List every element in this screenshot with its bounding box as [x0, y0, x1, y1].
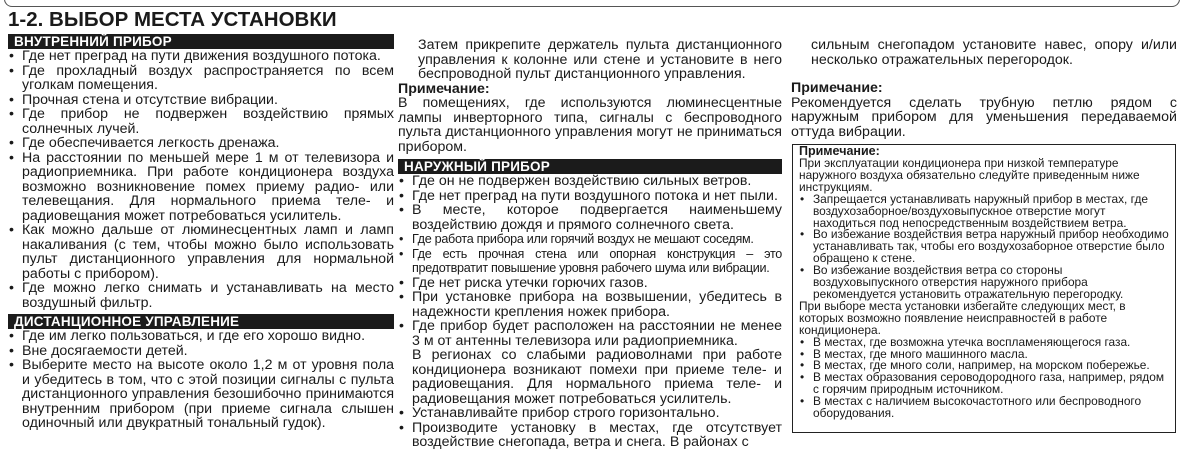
box-note-intro: При эксплуатации кондиционера при низкой температуре наружного воздуха обязательно следуйте приведенным ниже инструкциям. [799, 156, 1140, 194]
list-item-text: Где прибор будет расположен на расстоянии не менее 3 м от антенны телевизора или радиоприемника. [412, 318, 782, 349]
middle-column [398, 38, 782, 450]
section-heading-indoor: ВНУТРЕННИЙ ПРИБОР [8, 34, 394, 49]
list-item: • При установке прибора на возвышении, убедитесь в надежности крепления ножек прибора. [398, 290, 782, 319]
box-avoid-list [799, 334, 1169, 421]
right-column [791, 38, 1177, 139]
list-item: • Устанавливайте прибор строго горизонтально. [398, 406, 782, 421]
list-item: • Выберите место на высоте около 1,2 м от уровня пола и убедитесь в том, что с этой позиции сигналы с пульта дистанционного управления безошибочно принимаются внутренним прибором (при приеме сигнала слышен одиночный или двукратный тональный гудок). [8, 358, 394, 431]
remote-note-heading: Примечание: [398, 80, 490, 97]
list-item: • Где можно легко снимать и устанавливать на место воздушный фильтр. [8, 281, 394, 310]
list-item-extra-text: В регионах со слабыми радиоволнами при работе кондиционера возникают помехи при приеме теле- и радиовещания. Для нормального приема теле- и радиовещания может потребоваться усилитель. [412, 347, 782, 407]
remote-list [8, 329, 394, 431]
page-title: 1-2. ВЫБОР МЕСТА УСТАНОВКИ [8, 8, 337, 31]
list-item: • Где работа прибора или горячий воздух не мешают соседям. [398, 232, 782, 247]
list-item: • В местах с наличием высокочастотного или беспроводного оборудования. [799, 396, 1169, 420]
list-item: • Прочная стена и отсутствие вибрации. [8, 93, 394, 108]
list-item: • Где им легко пользоваться, и где его хорошо видно. [8, 329, 394, 344]
list-item: • Где нет преград на пути воздушного потока и нет пыли. [398, 189, 782, 204]
list-item: • Где нет преград на пути движения воздушного потока. [8, 49, 394, 64]
right-note-heading: Примечание: [791, 80, 883, 96]
section-heading-remote: ДИСТАНЦИОННОЕ УПРАВЛЕНИЕ [8, 314, 394, 329]
top-frame-rule [4, 0, 1180, 7]
list-item: • Во избежание воздействия ветра со стороны воздуховыпускного отверстия наружного прибора рекомендуется установить отражательную перегородку. [799, 265, 1169, 301]
list-item: • В местах, где много машинного масла. [799, 349, 1169, 361]
list-item: • Где прибор не подвержен воздействию прямых солнечных лучей. [8, 107, 394, 136]
box-rules-list [799, 191, 1169, 301]
list-item: • Запрещается устанавливать наружный прибор в местах, где воздухозаборное/воздуховыпускное отверстие могут находиться под непосредственным воздействием ветра. [799, 194, 1169, 230]
list-item: • Где обеспечивается легкость дренажа. [8, 136, 394, 151]
remote-continuation-text: Затем прикрепите держатель пульта дистанционного управления к колонне или стене и установите в него беспроводной пульт дистанционного управления. [418, 37, 782, 82]
outdoor-continuation-text: сильным снегопадом установите навес, опору и/или несколько отражательных перегородок. [811, 37, 1177, 68]
indoor-list [8, 49, 394, 310]
list-item: • Во избежание воздействия ветра наружный прибор необходимо устанавливать так, чтобы его воздухозаборное отверстие было обращено к стене. [799, 229, 1169, 265]
list-item: • Где он не подвержен воздействию сильных ветров. [398, 174, 782, 189]
list-item: • Вне досягаемости детей. [8, 344, 394, 359]
list-item: • Где есть прочная стена или опорная конструкция – это предотвратит повышение уровня рабочего шума или вибрации. [398, 247, 782, 276]
box-note-heading: Примечание: [799, 144, 880, 158]
outdoor-list [398, 174, 782, 450]
list-item: • Где нет риска утечки горючих газов. [398, 276, 782, 291]
list-item: • Как можно дальше от люминесцентных ламп и ламп накаливания (с тем, чтобы можно было использовать пульт дистанционного управления для нормальной работы с прибором). [8, 223, 394, 281]
remote-note-text: В помещениях, где используются люминесцентные лампы инверторного типа, сигналы с беспроводного пульта дистанционного управления могут не приниматься прибором. [398, 95, 782, 155]
low-temperature-note-box [792, 144, 1176, 433]
list-item: • На расстоянии по меньшей мере 1 м от телевизора и радиоприемника. При работе кондиционера воздуха возможно возникновение помех приему радио- или телевещания. Для нормального приема теле- и радиовещания может потребоваться усилитель. [8, 151, 394, 224]
right-note-text: Рекомендуется сделать трубную петлю рядом с наружным прибором для уменьшения передаваемой оттуда вибрации. [791, 94, 1177, 140]
list-item: • Где прохладный воздух распространяется по всем уголкам помещения. [8, 64, 394, 93]
section-heading-outdoor: НАРУЖНЫЙ ПРИБОР [398, 159, 782, 174]
list-item: • В местах, где много соли, например, на морском побережье. [799, 360, 1169, 372]
left-column [8, 34, 394, 431]
list-item: • В местах, где возможна утечка воспламеняющегося газа. [799, 337, 1169, 349]
list-item: • В месте, которое подвергается наименьшему воздействию дождя и прямого солнечного света. [398, 203, 782, 232]
list-item: • В местах образования сероводородного газа, например, рядом с горячим природным источником. [799, 372, 1169, 396]
box-avoid-intro: При выборе места установки избегайте следующих мест, в которых возможно появление неисправностей в работе кондиционера. [799, 298, 1126, 337]
list-item [398, 319, 782, 406]
list-item: • Производите установку в местах, где отсутствует воздействие снегопада, ветра и снега. В районах с [398, 421, 782, 450]
